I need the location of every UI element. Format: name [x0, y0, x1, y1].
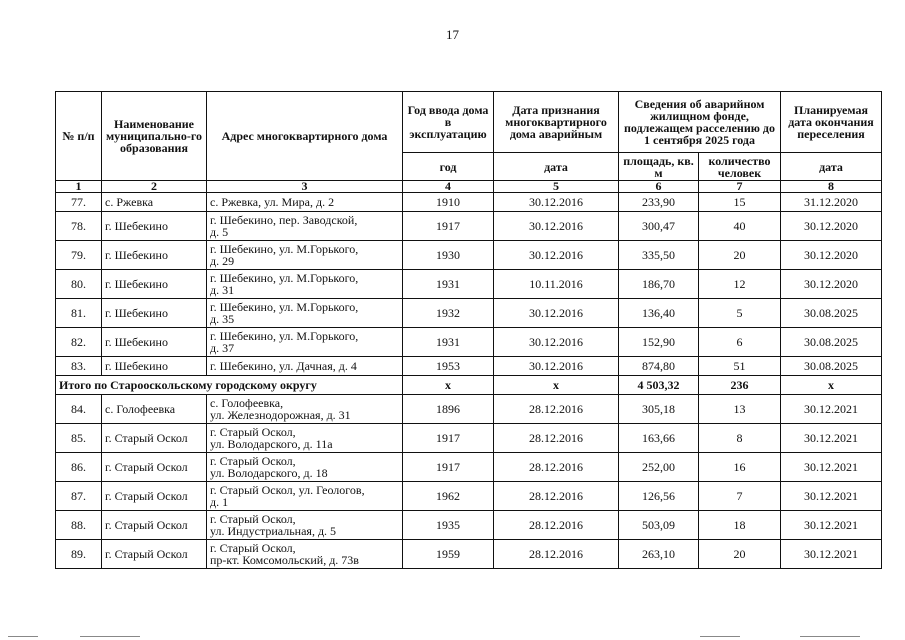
table-row: [56, 241, 882, 270]
header-housing-info: Сведения об аварийном жилищном фонде, подлежащем расселению до 1 сентября 2025 года: [619, 92, 781, 153]
municipality-cell: г. Старый Оскол: [102, 511, 207, 540]
subheader-year: год: [403, 153, 494, 181]
table-row: [56, 299, 882, 328]
row-number: 80.: [56, 270, 102, 299]
municipality-cell: г. Старый Оскол: [102, 482, 207, 511]
resettlement-table: [55, 91, 882, 569]
municipality-cell: г. Шебекино: [102, 270, 207, 299]
planned-date-cell: 30.12.2021: [781, 424, 882, 453]
header-municipality: Наименование муниципально-го образования: [102, 92, 207, 181]
year-cell: 1930: [403, 241, 494, 270]
column-number: 8: [781, 181, 882, 193]
date-cell: 30.12.2016: [494, 328, 619, 357]
scan-mark: [8, 636, 38, 637]
date-cell: 10.11.2016: [494, 270, 619, 299]
year-cell: 1935: [403, 511, 494, 540]
header-num: № п/п: [56, 92, 102, 181]
table-row: [56, 328, 882, 357]
total-year: х: [403, 376, 494, 395]
page-number: 17: [446, 27, 459, 42]
table-row: [56, 193, 882, 212]
address-line-1: г. Шебекино, ул. М.Горького,: [210, 329, 359, 343]
area-cell: 263,10: [619, 540, 699, 569]
people-cell: 40: [699, 212, 781, 241]
column-number: 6: [619, 181, 699, 193]
address-line-2: ул. Железнодорожная, д. 31: [210, 408, 351, 422]
area-cell: 163,66: [619, 424, 699, 453]
people-cell: 15: [699, 193, 781, 212]
address-line-2: д. 31: [210, 283, 235, 297]
date-cell: 28.12.2016: [494, 453, 619, 482]
address-cell: [207, 328, 403, 357]
table-row: [56, 212, 882, 241]
address-line-1: с. Голофеевка,: [210, 396, 284, 410]
subheader-date: дата: [494, 153, 619, 181]
planned-date-cell: 30.08.2025: [781, 357, 882, 376]
address-cell: [207, 482, 403, 511]
date-cell: 28.12.2016: [494, 424, 619, 453]
table-row: [56, 540, 882, 569]
total-row: [56, 376, 882, 395]
address-line-1: г. Шебекино, ул. М.Горького,: [210, 242, 359, 256]
table-row: [56, 424, 882, 453]
table-row: [56, 270, 882, 299]
date-cell: 28.12.2016: [494, 395, 619, 424]
planned-date-cell: 30.12.2021: [781, 395, 882, 424]
address-line-2: д. 29: [210, 254, 235, 268]
planned-date-cell: 30.12.2020: [781, 241, 882, 270]
year-cell: 1917: [403, 212, 494, 241]
area-cell: 126,56: [619, 482, 699, 511]
area-cell: 300,47: [619, 212, 699, 241]
address-line-1: г. Шебекино, ул. М.Горького,: [210, 271, 359, 285]
address-cell: [207, 241, 403, 270]
year-cell: 1917: [403, 453, 494, 482]
people-cell: 12: [699, 270, 781, 299]
subheader-area: площадь, кв. м: [619, 153, 699, 181]
date-cell: 28.12.2016: [494, 482, 619, 511]
scan-edge-marks: [0, 632, 905, 640]
row-number: 77.: [56, 193, 102, 212]
row-number: 88.: [56, 511, 102, 540]
subheader-planned: дата: [781, 153, 882, 181]
municipality-cell: г. Шебекино: [102, 212, 207, 241]
address-line-2: д. 37: [210, 341, 235, 355]
people-cell: 16: [699, 453, 781, 482]
year-cell: 1931: [403, 328, 494, 357]
area-cell: 186,70: [619, 270, 699, 299]
area-cell: 503,09: [619, 511, 699, 540]
header-address: Адрес многоквартирного дома: [207, 92, 403, 181]
address-cell: [207, 511, 403, 540]
header-emergency-date: Дата признания многоквартирного дома аварийным: [494, 92, 619, 153]
address-line-1: г. Старый Оскол,: [210, 454, 296, 468]
date-cell: 28.12.2016: [494, 540, 619, 569]
planned-date-cell: 30.08.2025: [781, 328, 882, 357]
date-cell: 30.12.2016: [494, 193, 619, 212]
municipality-cell: г. Старый Оскол: [102, 453, 207, 482]
column-number: 5: [494, 181, 619, 193]
column-number: 4: [403, 181, 494, 193]
area-cell: 335,50: [619, 241, 699, 270]
year-cell: 1896: [403, 395, 494, 424]
address-cell: [207, 299, 403, 328]
municipality-cell: с. Голофеевка: [102, 395, 207, 424]
total-area: 4 503,32: [619, 376, 699, 395]
year-cell: 1910: [403, 193, 494, 212]
date-cell: 30.12.2016: [494, 299, 619, 328]
table-row: [56, 482, 882, 511]
row-number: 82.: [56, 328, 102, 357]
address-line-1: г. Старый Оскол,: [210, 425, 296, 439]
municipality-cell: г. Шебекино: [102, 299, 207, 328]
address-cell: [207, 395, 403, 424]
scan-mark: [700, 636, 740, 637]
municipality-cell: г. Старый Оскол: [102, 424, 207, 453]
row-number: 89.: [56, 540, 102, 569]
total-planned: х: [781, 376, 882, 395]
year-cell: 1959: [403, 540, 494, 569]
address-line-2: ул. Володарского, д. 18: [210, 466, 328, 480]
people-cell: 7: [699, 482, 781, 511]
area-cell: 152,90: [619, 328, 699, 357]
planned-date-cell: 30.12.2020: [781, 212, 882, 241]
table-row: [56, 453, 882, 482]
address-line-1: г. Старый Оскол,: [210, 512, 296, 526]
total-label: Итого по Старооскольскому городскому округу: [56, 376, 403, 395]
address-cell: [207, 212, 403, 241]
planned-date-cell: 31.12.2020: [781, 193, 882, 212]
address-line-2: ул. Володарского, д. 11а: [210, 437, 333, 451]
people-cell: 13: [699, 395, 781, 424]
address-line-1: г. Старый Оскол,: [210, 541, 296, 555]
municipality-cell: г. Шебекино: [102, 328, 207, 357]
table-row: [56, 357, 882, 376]
year-cell: 1917: [403, 424, 494, 453]
column-number: 2: [102, 181, 207, 193]
column-number: 7: [699, 181, 781, 193]
address-cell: [207, 193, 403, 212]
row-number: 84.: [56, 395, 102, 424]
address-line-1: г. Шебекино, ул. Дачная, д. 4: [210, 359, 357, 373]
address-cell: [207, 540, 403, 569]
column-number: 3: [207, 181, 403, 193]
address-line-1: г. Старый Оскол, ул. Геологов,: [210, 483, 365, 497]
subheader-people: количество человек: [699, 153, 781, 181]
municipality-cell: с. Ржевка: [102, 193, 207, 212]
year-cell: 1932: [403, 299, 494, 328]
total-people: 236: [699, 376, 781, 395]
address-line-1: г. Шебекино, ул. М.Горького,: [210, 300, 359, 314]
address-line-2: д. 5: [210, 225, 229, 239]
people-cell: 20: [699, 241, 781, 270]
address-cell: [207, 270, 403, 299]
area-cell: 305,18: [619, 395, 699, 424]
address-line-2: д. 35: [210, 312, 235, 326]
year-cell: 1931: [403, 270, 494, 299]
municipality-cell: г. Старый Оскол: [102, 540, 207, 569]
address-line-2: д. 1: [210, 495, 229, 509]
address-cell: [207, 424, 403, 453]
year-cell: 1953: [403, 357, 494, 376]
planned-date-cell: 30.12.2021: [781, 482, 882, 511]
address-line-1: г. Шебекино, пер. Заводской,: [210, 213, 358, 227]
planned-date-cell: 30.12.2020: [781, 270, 882, 299]
planned-date-cell: 30.12.2021: [781, 453, 882, 482]
header-year: Год ввода дома в эксплуатацию: [403, 92, 494, 153]
row-number: 81.: [56, 299, 102, 328]
date-cell: 28.12.2016: [494, 511, 619, 540]
address-line-2: ул. Индустриальная, д. 5: [210, 524, 337, 538]
area-cell: 252,00: [619, 453, 699, 482]
planned-date-cell: 30.12.2021: [781, 511, 882, 540]
date-cell: 30.12.2016: [494, 357, 619, 376]
date-cell: 30.12.2016: [494, 212, 619, 241]
planned-date-cell: 30.12.2021: [781, 540, 882, 569]
area-cell: 874,80: [619, 357, 699, 376]
people-cell: 8: [699, 424, 781, 453]
people-cell: 18: [699, 511, 781, 540]
planned-date-cell: 30.08.2025: [781, 299, 882, 328]
year-cell: 1962: [403, 482, 494, 511]
column-number: 1: [56, 181, 102, 193]
people-cell: 51: [699, 357, 781, 376]
address-line-1: с. Ржевка, ул. Мира, д. 2: [210, 195, 335, 209]
address-cell: [207, 357, 403, 376]
row-number: 86.: [56, 453, 102, 482]
municipality-cell: г. Шебекино: [102, 357, 207, 376]
row-number: 87.: [56, 482, 102, 511]
municipality-cell: г. Шебекино: [102, 241, 207, 270]
people-cell: 6: [699, 328, 781, 357]
row-number: 79.: [56, 241, 102, 270]
date-cell: 30.12.2016: [494, 241, 619, 270]
address-line-2: пр-кт. Комсомольский, д. 73в: [210, 553, 359, 567]
row-number: 83.: [56, 357, 102, 376]
people-cell: 20: [699, 540, 781, 569]
scan-mark: [80, 636, 140, 637]
address-cell: [207, 453, 403, 482]
scan-mark: [800, 636, 860, 637]
header-planned-date: Планируемая дата окончания переселения: [781, 92, 882, 153]
table-row: [56, 395, 882, 424]
area-cell: 233,90: [619, 193, 699, 212]
row-number: 85.: [56, 424, 102, 453]
area-cell: 136,40: [619, 299, 699, 328]
row-number: 78.: [56, 212, 102, 241]
people-cell: 5: [699, 299, 781, 328]
total-date: х: [494, 376, 619, 395]
table-row: [56, 511, 882, 540]
